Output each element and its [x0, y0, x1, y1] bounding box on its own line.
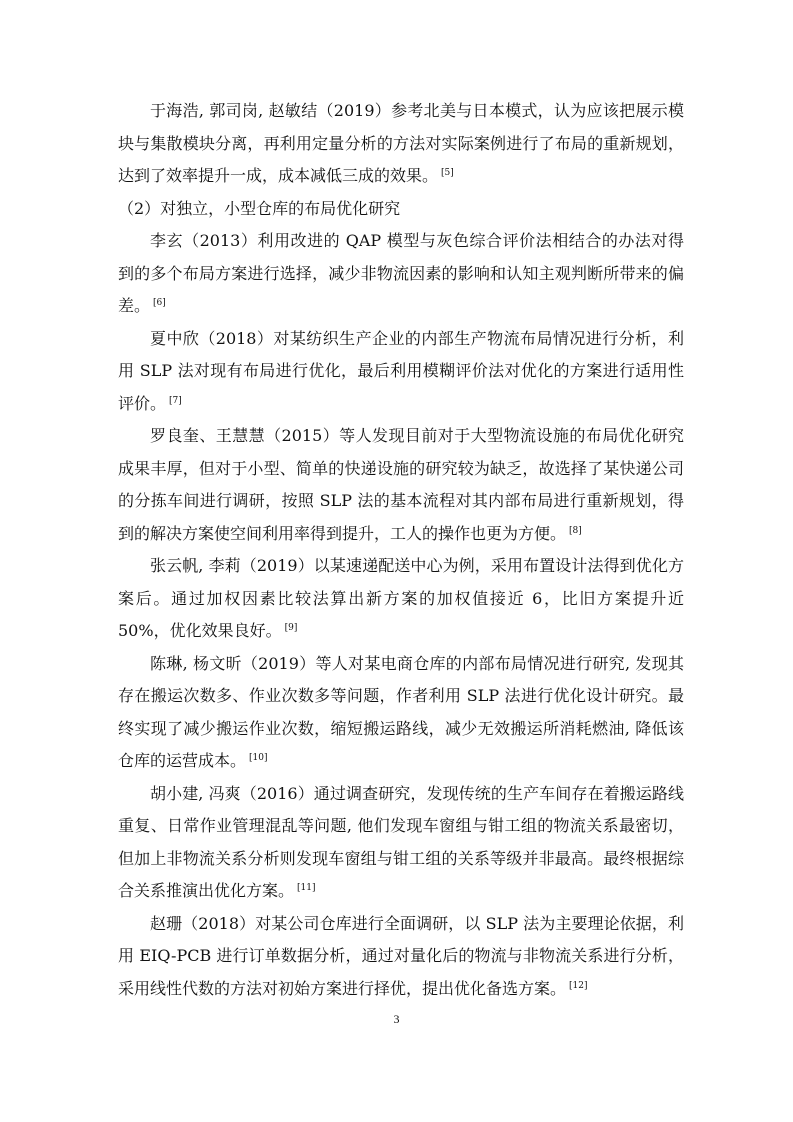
citation-6: [6]	[153, 298, 166, 308]
paragraph-7: 胡小建, 冯爽（2016）通过调查研究，发现传统的生产车间存在着搬运路线重复、日常作业管理混乱等问题, 他们发现车窗组与钳工组的物流关系最密切，但加上非物流关系分析则发现车窗组与钳工组的关系等级并非最高。最终根据综合关系推演出优化方案。 [11]	[118, 783, 684, 900]
citation-8: [8]	[569, 525, 582, 536]
citation-5: [5]	[441, 168, 454, 178]
paragraph-2: 李玄（2013）利用改进的 QAP 模型与灰色综合评价法相结合的办法对得到的多个布局方案进行选择，减少非物流因素的影响和认知主观判断所带来的偏差。 [6]	[118, 231, 684, 315]
page-number: 3	[393, 1012, 400, 1026]
citation-11: [11]	[297, 883, 316, 893]
citation-10: [10]	[249, 753, 268, 763]
document-body	[118, 95, 684, 1005]
paragraph-8: 赵珊（2018）对某公司仓库进行全面调研，以 SLP 法为主要理论依据，利用 EIQ-PCB 进行订单数据分析，通过对量化后的物流与非物流关系进行分析，采用线性代数的方法对初始方案进行择优，提出优化备选方案。 [12]	[118, 913, 684, 998]
paragraph-1: 于海浩, 郭司岗, 赵敏结（2019）参考北美与日本模式，认为应该把展示模块与集散模块分离，再利用定量分析的方法对实际案例进行了布局的重新规划，达到了效率提升一成，成本减低三成的效果。 [5]	[118, 101, 684, 185]
citation-9: [9]	[284, 623, 298, 633]
paragraph-5: 张云帆, 李莉（2019）以某速递配送中心为例，采用布置设计法得到优化方案后。通过加权因素比较法算出新方案的加权值接近 6，比旧方案提升近 50%，优化效果良好。 [9]	[118, 556, 684, 640]
paragraph-4: 罗良奎、王慧慧（2015）等人发现目前对于大型物流设施的布局优化研究成果丰厚，但对于小型、简单的快递设施的研究较为缺乏，故选择了某快递公司的分拣车间进行调研，按照 SLP 法的基本流程对其内部布局进行重新规划，得到的解决方案使空间利用率得到提升，工人的操作也更为方便。 [8]	[118, 426, 684, 543]
citation-7: [7]	[169, 395, 182, 406]
citation-12: [12]	[569, 980, 588, 991]
paragraph-6: 陈琳, 杨文昕（2019）等人对某电商仓库的内部布局情况进行研究, 发现其存在搬运次数多、作业次数多等问题，作者利用 SLP 法进行优化设计研究。最终实现了减少搬运作业次数，缩短搬运路线，减少无效搬运所消耗燃油, 降低该仓库的运营成本。 [10]	[118, 653, 684, 770]
section-heading: （2）对独立，小型仓库的布局优化研究	[118, 198, 401, 218]
paragraph-3: 夏中欣（2018）对某纺织生产企业的内部生产物流布局情况进行分析，利用 SLP 法对现有布局进行优化，最后利用模糊评价法对优化的方案进行适用性评价。 [7]	[118, 328, 684, 413]
